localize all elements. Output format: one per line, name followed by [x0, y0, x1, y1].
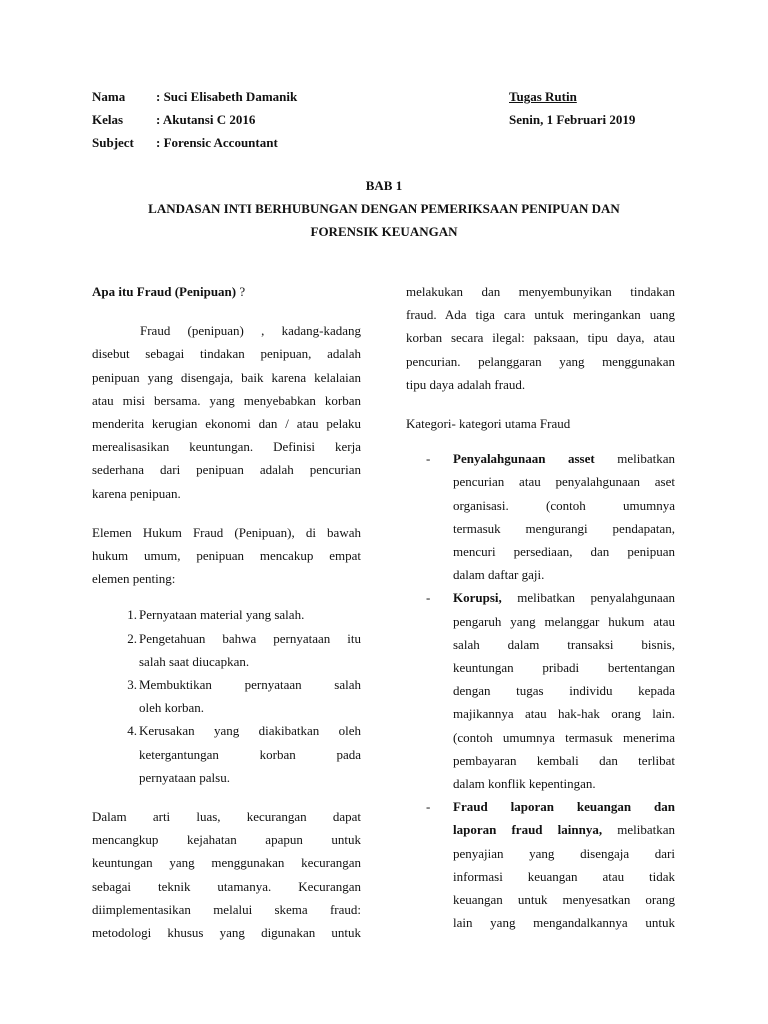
text-line: penyajian yang disengaja dari	[453, 845, 675, 861]
text-line: informasi keuangan atau tidak	[453, 868, 675, 884]
subject-value: : Forensic Accountant	[156, 135, 278, 150]
categories-list	[406, 447, 675, 934]
list-item	[92, 603, 361, 626]
list-item	[92, 673, 361, 719]
text-line: dalam daftar gaji.	[453, 567, 545, 583]
list-item-text: oleh korban.	[139, 700, 204, 716]
paragraph-continuation	[406, 280, 675, 396]
list-item-text: ketergantungan korban pada	[139, 746, 361, 762]
text-line: menderita kerugian ekonomi dan / atau pelaku	[92, 416, 361, 432]
list-item-text: Pernyataan material yang salah.	[139, 607, 305, 623]
dash-bullet: -	[426, 799, 431, 815]
text-line: sebagai teknik utamanya. Kecurangan	[92, 878, 361, 894]
category-second-line	[453, 818, 675, 841]
text-line: melibatkan	[617, 451, 675, 467]
section-heading	[92, 280, 361, 303]
chapter-title	[92, 174, 676, 243]
text-line: merealisasikan keuntungan. Definisi kerja	[92, 439, 361, 455]
list-item-text: pernyataan palsu.	[139, 769, 230, 785]
text-line: pengaruh yang melanggar hukum atau	[453, 613, 675, 629]
list-item-text: salah saat diucapkan.	[139, 653, 250, 669]
right-column	[406, 280, 675, 934]
text-line: sederhana dari penipuan adalah pencurian	[92, 462, 361, 478]
section-heading-tail: ?	[236, 284, 246, 299]
subject-row	[92, 131, 297, 154]
text-line: atau misi bersama. yang menyebabkan korban	[92, 392, 361, 408]
text-line: diimplementasikan melalui skema fraud:	[92, 901, 361, 917]
category-title: Korupsi,	[453, 590, 502, 606]
header-info	[92, 85, 297, 154]
text-line: Fraud (penipuan) , kadang-kadang	[140, 323, 361, 339]
list-item-text: Kerusakan yang diakibatkan oleh	[139, 723, 361, 739]
dash-bullet: -	[426, 451, 431, 467]
categories-heading: Kategori- kategori utama Fraud	[406, 416, 571, 432]
text-line: keuntungan pribadi bertentangan	[453, 660, 675, 676]
text-line: majikannya atau hak-hak orang lain.	[453, 706, 675, 722]
list-number: 3.	[127, 677, 137, 693]
text-line: lain yang mengandalkannya untuk	[453, 915, 675, 931]
chapter-number: BAB 1	[365, 178, 403, 193]
name-row	[92, 85, 297, 108]
text-line: penipuan yang disengaja, baik karena kelalaian	[92, 369, 361, 385]
text-line: tipu daya adalah fraud.	[406, 376, 526, 392]
list-number: 1.	[127, 607, 137, 623]
text-line: metodologi khusus yang digunakan untuk	[92, 925, 361, 941]
category-item-asset-misappropriation	[406, 447, 675, 586]
text-line: karena penipuan.	[92, 485, 181, 501]
paragraph-definition	[92, 319, 361, 505]
text-line: dengan tugas individu kepada	[453, 683, 675, 699]
list-number: 2.	[127, 630, 137, 646]
text-line: disebut sebagai tindakan penipuan, adalah	[92, 346, 361, 362]
text-line: mencangkup kejahatan apapun untuk	[92, 832, 361, 848]
task-title: Tugas Rutin	[509, 89, 577, 104]
dash-bullet: -	[426, 590, 431, 606]
category-title-cont: laporan fraud lainnya,	[453, 822, 603, 838]
subject-label: Subject	[92, 135, 134, 150]
text-line: fraud. Ada tiga cara untuk meringankan uang	[406, 307, 675, 323]
text-line: Elemen Hukum Fraud (Penipuan), di bawah	[92, 524, 361, 540]
text-line: hukum umum, penipuan mencakup empat	[92, 548, 361, 564]
list-item	[92, 719, 361, 789]
category-item-corruption	[406, 586, 675, 795]
name-value: : Suci Elisabeth Damanik	[156, 89, 298, 104]
left-column	[92, 280, 361, 944]
class-row	[92, 108, 297, 131]
text-line: pembayaran kembali dan terlibat	[453, 752, 675, 768]
text-line: melibatkan	[617, 822, 676, 838]
list-item-text: Pengetahuan bahwa pernyataan itu	[139, 630, 361, 646]
text-line: pencurian. pelanggaran yang menggunakan	[406, 353, 675, 369]
header-task	[509, 85, 635, 131]
elements-list	[92, 603, 361, 789]
paragraph-broad-sense	[92, 805, 361, 944]
text-line: melakukan dan menyembunyikan tindakan	[406, 284, 675, 299]
task-date: Senin, 1 Februari 2019	[509, 112, 636, 127]
text-line: organisasi. (contoh umumnya	[453, 497, 675, 513]
list-item	[92, 627, 361, 673]
text-line: salah dalam transaksi bisnis,	[453, 636, 675, 652]
class-value: : Akutansi C 2016	[156, 112, 256, 127]
category-first-line	[453, 586, 675, 609]
text-line: termasuk mengurangi pendapatan,	[453, 520, 675, 536]
chapter-title-line-2: FORENSIK KEUANGAN	[310, 224, 458, 239]
text-line: melibatkan penyalahgunaan	[517, 590, 675, 606]
category-item-financial-statement-fraud	[406, 795, 675, 934]
list-item-text: Membuktikan pernyataan salah	[139, 677, 361, 693]
list-number: 4.	[127, 723, 137, 739]
name-label: Nama	[92, 89, 126, 104]
category-first-line	[453, 447, 675, 470]
text-line: (contoh umumnya termasuk menerima	[453, 729, 675, 745]
text-line: Dalam arti luas, kecurangan dapat	[92, 809, 361, 825]
paragraph-elements-intro	[92, 521, 361, 591]
text-line: dalam konflik kepentingan.	[453, 776, 596, 792]
chapter-title-line-1: LANDASAN INTI BERHUBUNGAN DENGAN PEMERIKSAAN PENIPUAN DAN	[148, 201, 620, 216]
text-line: elemen penting:	[92, 571, 176, 587]
section-heading-text: Apa itu Fraud (Penipuan)	[92, 284, 237, 299]
category-title: Penyalahgunaan asset	[453, 451, 595, 467]
class-label: Kelas	[92, 112, 124, 127]
text-line: pencurian atau penyalahgunaan aset	[453, 474, 675, 490]
text-line: keuangan untuk menyesatkan orang	[453, 892, 675, 908]
text-line: korban secara ilegal: paksaan, tipu daya, atau	[406, 330, 675, 346]
text-line: keuntungan yang menggunakan kecurangan	[92, 855, 361, 871]
text-line: mencuri persediaan, dan penipuan	[453, 544, 675, 560]
category-title: Fraud laporan keuangan dan	[453, 799, 675, 815]
